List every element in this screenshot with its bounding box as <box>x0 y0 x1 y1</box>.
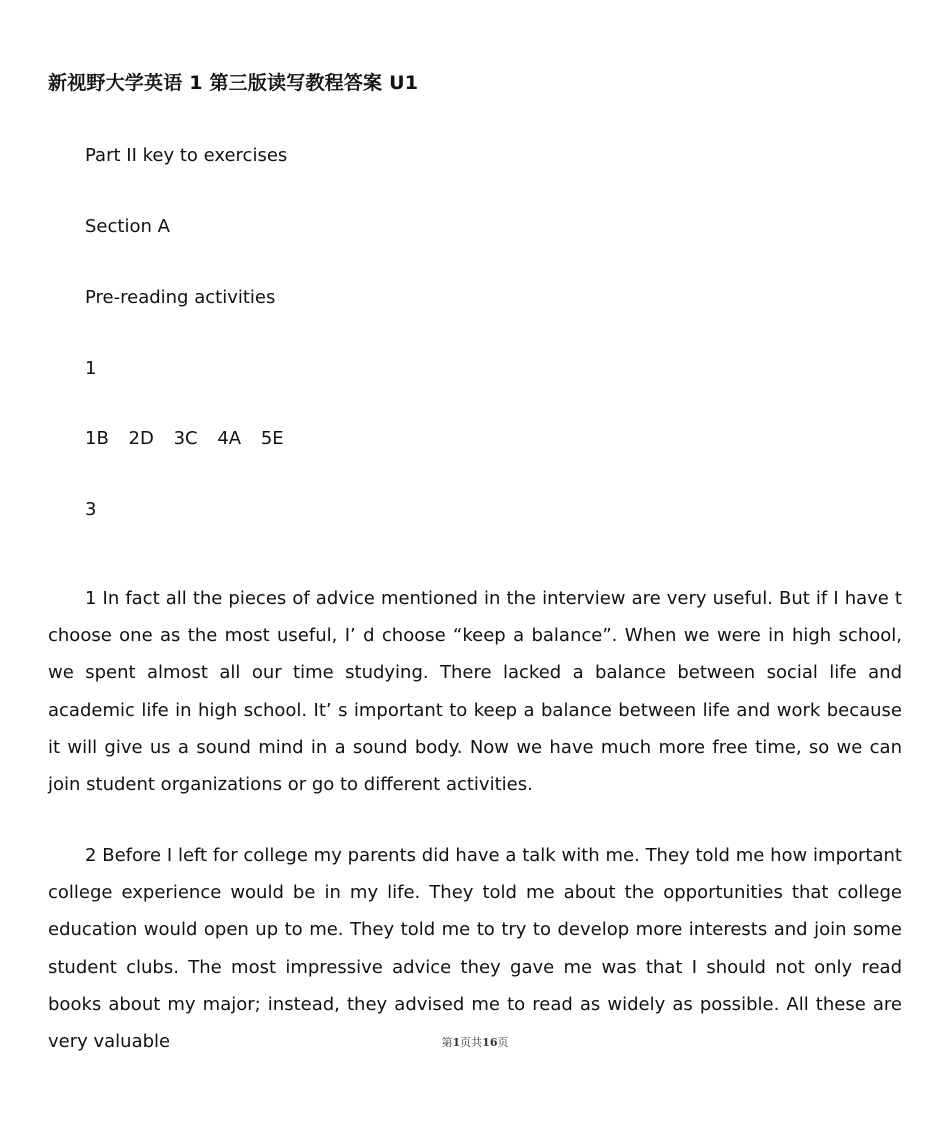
page-number-footer <box>0 1034 950 1050</box>
footer-suffix: 页 <box>497 1036 509 1049</box>
answer-item: 5E <box>260 428 284 449</box>
answer-item: 2D <box>128 428 154 449</box>
answer-item: 4A <box>217 428 242 449</box>
footer-total-pages: 16 <box>482 1036 498 1049</box>
answer-item: 3C <box>173 428 198 449</box>
exercise-number-1: 1 <box>85 358 97 379</box>
footer-current-page: 1 <box>452 1036 461 1049</box>
part-heading: Part II key to exercises <box>85 145 288 166</box>
footer-prefix: 第 <box>441 1036 453 1049</box>
footer-middle: 页共 <box>460 1036 483 1049</box>
answer-item: 1B <box>85 428 109 449</box>
document-title: 新视野大学英语 1 第三版读写教程答案 U1 <box>48 72 419 94</box>
answer-paragraph-1: 1 In fact all the pieces of advice mentioned in the interview are very useful. But if I have t choose one as the most useful, I’ d choose “keep a balance”. When we were in high school, we spent almost all our time studying. There lacked a balance between social life and academic life in high school. It’ s important to keep a balance between life and work because it will give us a sound mind in a sound body. Now we have much more free time, so we can join student organizations or go to different activities. <box>48 588 902 796</box>
section-heading: Section A <box>85 216 170 237</box>
exercise-number-3: 3 <box>85 499 97 520</box>
activity-heading: Pre-reading activities <box>85 287 276 308</box>
answer-paragraph-2: 2 Before I left for college my parents did have a talk with me. They told me how important college experience would be in my life. They told me about the opportunities that college education would open up to me. They told me to try to develop more interests and join some student clubs. The most impressive advice they gave me was that I should not only read books about my major; instead, they advised me to read as widely as possible. All these are very valuable <box>48 845 902 1053</box>
answer-key-row <box>85 428 298 449</box>
